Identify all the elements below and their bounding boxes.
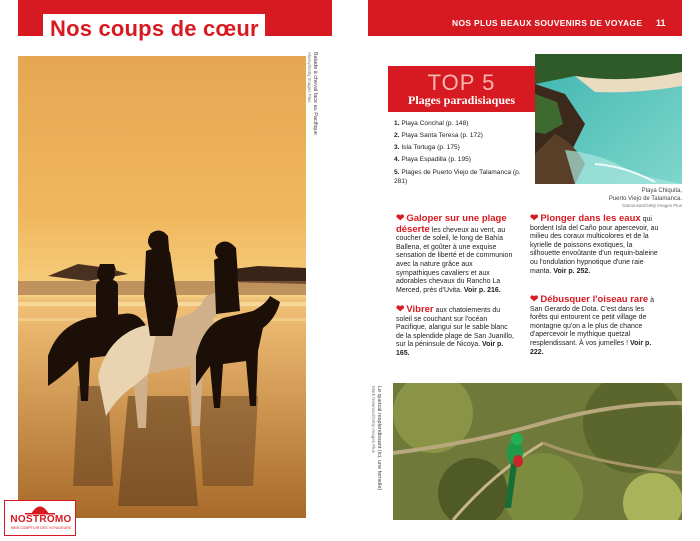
- article-body: aux chatoiements du soleil se couchant sur l'océan Pacifique, alangui sur le sable blanc de la splendide plage de San Juanillo, sur la péninsule de Nicoya.: [396, 307, 514, 349]
- logo-name: NOSTROMO: [10, 514, 72, 525]
- article-body: les cheveux au vent, au coucher de soleil, le long de Bahía Ballena, et goûter à une exquise sensation de liberté et de communion avec la nature grâce aux sympathiques cavaliers et aux adorables chevaux du Rancho La Merced, près d'Uvita.: [396, 226, 513, 294]
- top5-item-ref: (p. 195): [448, 156, 472, 163]
- quetzal-caption-text: Le quetzal resplendissant (ici, une femelle): [376, 386, 382, 491]
- article-vibrer: [396, 305, 516, 359]
- top5-item-num: 5.: [394, 169, 400, 176]
- article-heading: Débusquer l'oiseau rare: [540, 294, 649, 305]
- running-header: NOS PLUS BEAUX SOUVENIRS DE VOYAGE: [452, 18, 643, 28]
- heart-icon: ❤: [530, 294, 539, 305]
- article-ref: Voir p. 165.: [396, 341, 504, 357]
- top5-item-ref: (p. 175): [437, 144, 460, 151]
- top5-item-num: 1.: [394, 120, 400, 127]
- logo-emblem-icon: [5, 501, 75, 515]
- article-debusquer: [530, 295, 660, 357]
- article-body: à San Gerardo de Dota. C'est dans les forêts qui entourent ce petit village de montagne qu'on a le plus de chance d'apercevoir le mythique quetzal resplendissant. À vos jumelles !: [530, 297, 655, 347]
- quetzal-photo-caption: [370, 386, 382, 490]
- top5-item-ref: (p. 148): [445, 120, 469, 127]
- top5-item: [394, 142, 535, 154]
- beach-caption-line2: Puerto Viejo de Talamanca.: [608, 196, 682, 202]
- logo-tagline: WEB COMPTOIR DES VOYAGEURS: [10, 526, 72, 530]
- beach-photo: [535, 54, 682, 184]
- page-title: Nos coups de cœur: [50, 16, 259, 41]
- top5-item-text: Isla Tortuga: [401, 144, 436, 151]
- sunset-horse-riders-photo: [18, 56, 306, 518]
- beach-caption-line1: Playa Chiquita,: [641, 188, 682, 194]
- article-heading: Galoper sur une plage déserte: [396, 213, 507, 235]
- heart-icon: ❤: [396, 213, 405, 224]
- top5-item-text: Playa Espadilla: [401, 156, 447, 163]
- left-photo-credit: Alamy/Getty Images Plus: [307, 52, 312, 103]
- article-ref: Voir p. 216.: [463, 286, 501, 294]
- top5-item-ref: (p. 172): [460, 132, 483, 139]
- top5-title: TOP 5: [427, 70, 496, 95]
- top5-item-num: 3.: [394, 144, 400, 151]
- heart-icon: ❤: [396, 304, 405, 315]
- article-galoper: [396, 214, 516, 295]
- quetzal-photo: [393, 383, 682, 520]
- page-number: 11: [656, 18, 666, 28]
- top5-subtitle: Plages paradisiaques: [407, 93, 515, 107]
- article-ref: Voir p. 222.: [530, 339, 652, 356]
- left-photo-caption: [306, 52, 318, 135]
- top5-item: [394, 118, 535, 130]
- top5-item-text: Playa Conchal: [401, 120, 444, 127]
- top5-item-ref: (p. 281): [394, 169, 521, 185]
- article-plonger: [530, 214, 660, 276]
- article-heading: Vibrer: [406, 304, 434, 315]
- top5-item: [394, 154, 535, 166]
- quetzal-credit: Mark Newman/Getty Images Plus: [371, 386, 376, 454]
- article-ref: Voir p. 252.: [553, 267, 591, 275]
- top5-item-text: Playa Santa Teresa: [401, 132, 459, 139]
- heart-icon: ❤: [530, 213, 539, 224]
- top5-list: [388, 118, 535, 186]
- beach-photo-caption: [540, 187, 682, 203]
- top5-item: [394, 130, 535, 142]
- top5-item-num: 2.: [394, 132, 400, 139]
- top5-item-text: Plages de Puerto Viejo de Talamanca: [401, 169, 512, 176]
- left-photo-caption-text: Balade à cheval face au Pacifique: [312, 52, 318, 135]
- beach-photo-credit: Damocean/Getty Images Plus: [622, 203, 682, 208]
- article-body: qui bordent Isla del Caño pour apercevoir, au milieu des coraux multicolores et de la kyrielle de poissons exotiques, la silhouette envoûtante d'un requin-baleine ou l'ondulation hypnotique d'une raie manta.: [530, 216, 659, 275]
- article-heading: Plonger dans les eaux: [540, 213, 641, 224]
- top5-item-num: 4.: [394, 156, 400, 163]
- top5-item: [394, 166, 535, 186]
